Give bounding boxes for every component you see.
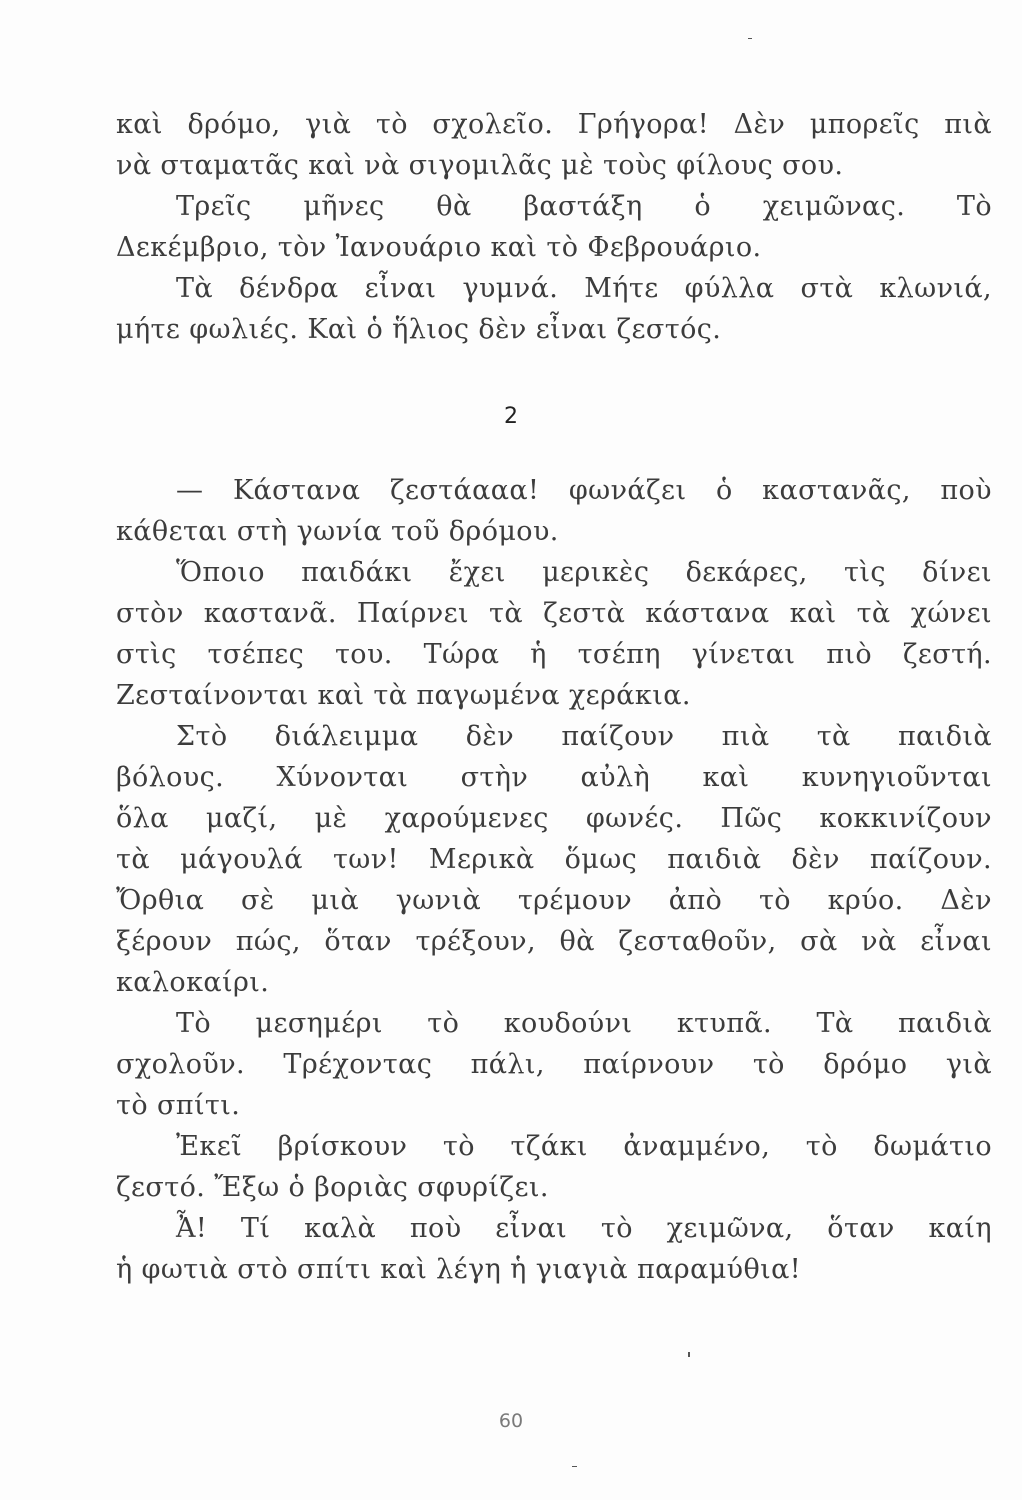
text-line: ξέρουν πώς, ὅταν τρέξουν, θὰ ζεσταθοῦν, σὰ νὰ εἶναι: [116, 926, 992, 957]
text-line: ἡ φωτιὰ στὸ σπίτι καὶ λέγη ἡ γιαγιὰ παραμύθια!: [116, 1254, 801, 1285]
paragraph: [116, 552, 992, 716]
text-line: Τὸ μεσημέρι τὸ κουδούνι κτυπᾶ. Τὰ παιδιὰ: [176, 1008, 992, 1039]
section-number: 2: [504, 404, 518, 429]
text-line: Τρεῖς μῆνες θὰ βαστάξη ὁ χειμῶνας. Τὸ: [176, 191, 992, 222]
text-line: καλοκαίρι.: [116, 967, 270, 998]
text-block-top: [116, 104, 992, 350]
paragraph: [116, 1126, 992, 1208]
print-speck: [748, 38, 752, 39]
text-line: τὸ σπίτι.: [116, 1090, 241, 1121]
text-line: μήτε φωλιές. Καὶ ὁ ἥλιος δὲν εἶναι ζεστός.: [116, 314, 722, 345]
text-line: νὰ σταματᾶς καὶ νὰ σιγομιλᾶς μὲ τοὺς φίλους σου.: [116, 150, 844, 181]
text-line: τὰ μάγουλά των! Μερικὰ ὅμως παιδιὰ δὲν παίζουν.: [116, 844, 992, 875]
text-line: Δεκέμβριο, τὸν Ἰανουάριο καὶ τὸ Φεβρουάριο.: [116, 232, 762, 263]
print-speck: [572, 1466, 577, 1467]
text-line: στὸν καστανᾶ. Παίρνει τὰ ζεστὰ κάστανα καὶ τὰ χώνει: [116, 598, 992, 629]
text-line: Ὄρθια σὲ μιὰ γωνιὰ τρέμουν ἀπὸ τὸ κρύο. Δὲν: [116, 885, 992, 916]
text-line: — Κάστανα ζεστάααα! φωνάζει ὁ καστανᾶς, ποὺ: [176, 475, 992, 506]
text-line: Στὸ διάλειμμα δὲν παίζουν πιὰ τὰ παιδιὰ: [176, 721, 992, 752]
text-line: σχολοῦν. Τρέχοντας πάλι, παίρνουν τὸ δρόμο γιὰ: [116, 1049, 992, 1080]
text-block-main: [116, 470, 992, 1290]
paragraph: [116, 268, 992, 350]
paragraph: [116, 1003, 992, 1126]
paragraph: [116, 186, 992, 268]
text-line: Ἐκεῖ βρίσκουν τὸ τζάκι ἀναμμένο, τὸ δωμάτιο: [176, 1131, 992, 1162]
text-line: Ὅποιο παιδάκι ἔχει μερικὲς δεκάρες, τὶς δίνει: [176, 557, 992, 588]
text-line: Ζεσταίνονται καὶ τὰ παγωμένα χεράκια.: [116, 680, 691, 711]
text-line: Τὰ δένδρα εἶναι γυμνά. Μήτε φύλλα στὰ κλωνιά,: [176, 273, 992, 304]
paragraph: [116, 104, 992, 186]
text-line: ὅλα μαζί, μὲ χαρούμενες φωνές. Πῶς κοκκινίζουν: [116, 803, 992, 834]
text-line: στὶς τσέπες του. Τώρα ἡ τσέπη γίνεται πιὸ ζεστή.: [116, 639, 992, 670]
paragraph: [116, 716, 992, 1003]
print-speck: [688, 1352, 690, 1357]
text-line: βόλους. Χύνονται στὴν αὐλὴ καὶ κυνηγιοῦνται: [116, 762, 992, 793]
text-line: Ἆ! Τί καλὰ ποὺ εἶναι τὸ χειμῶνα, ὅταν καίη: [176, 1213, 992, 1244]
text-line: κάθεται στὴ γωνία τοῦ δρόμου.: [116, 516, 559, 547]
paragraph: [116, 470, 992, 552]
page-number: 60: [498, 1410, 524, 1432]
text-line: καὶ δρόμο, γιὰ τὸ σχολεῖο. Γρήγορα! Δὲν μπορεῖς πιὰ: [116, 109, 992, 140]
text-line: ζεστό. Ἔξω ὁ βοριὰς σφυρίζει.: [116, 1172, 549, 1203]
paragraph: [116, 1208, 992, 1290]
